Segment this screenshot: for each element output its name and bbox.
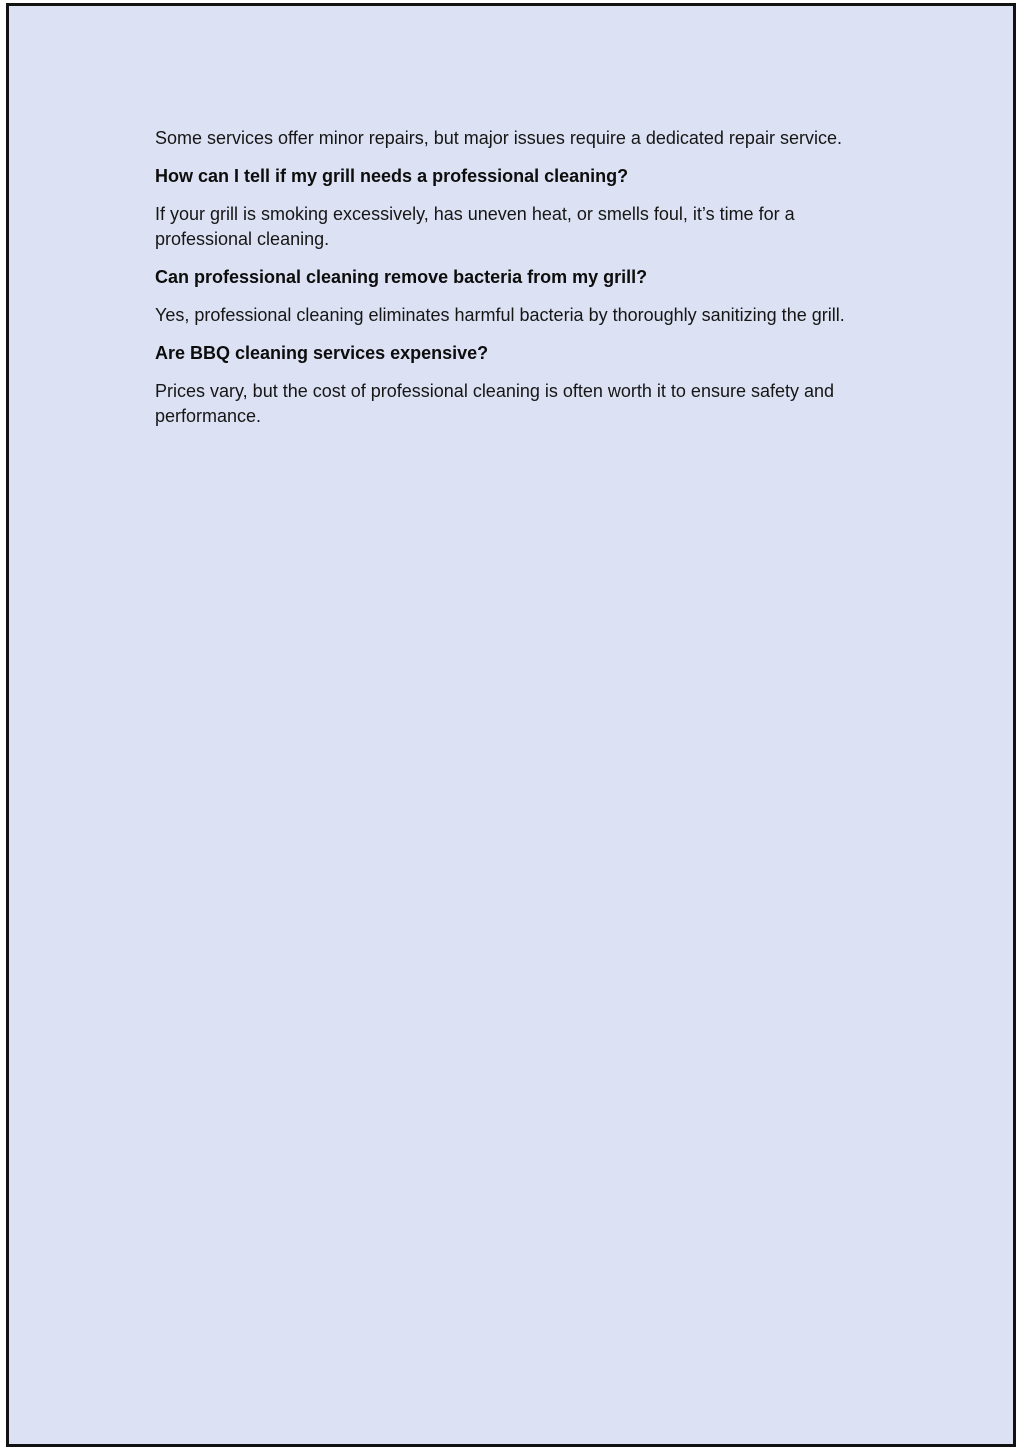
faq-answer-1: If your grill is smoking excessively, has uneven heat, or smells foul, it’s time for a professional cleaning.: [155, 204, 795, 249]
document-page: [6, 3, 1016, 1447]
faq-content: [155, 126, 855, 442]
faq-question-2: Can professional cleaning remove bacteria from my grill?: [155, 267, 648, 287]
faq-answer-2: Yes, professional cleaning eliminates harmful bacteria by thoroughly sanitizing the grill.: [155, 305, 845, 325]
intro-paragraph: Some services offer minor repairs, but major issues require a dedicated repair service.: [155, 128, 842, 148]
faq-answer-3: Prices vary, but the cost of professional cleaning is often worth it to ensure safety and performance.: [155, 381, 835, 426]
faq-question-1: How can I tell if my grill needs a professional cleaning?: [155, 166, 629, 186]
faq-question-3: Are BBQ cleaning services expensive?: [155, 343, 489, 363]
